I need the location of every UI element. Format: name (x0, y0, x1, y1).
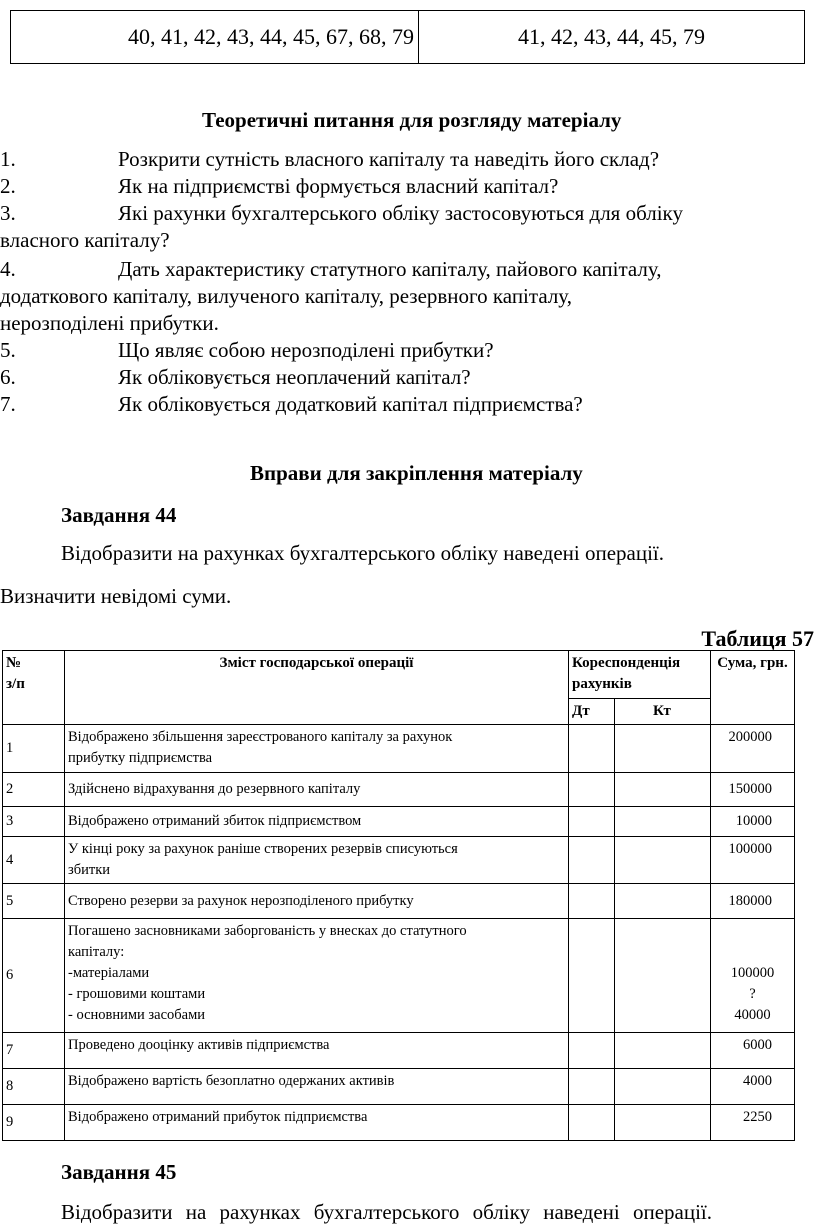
row-sum: 6000 (711, 1033, 795, 1069)
question-text: Дать характеристику статутного капіталу, пайового капіталу, (118, 257, 662, 281)
row-credit (615, 919, 711, 1033)
row-debit (569, 1033, 615, 1069)
row-debit (569, 884, 615, 919)
row-sum: 4000 (711, 1069, 795, 1105)
question-6 (0, 364, 810, 391)
row-number: 1 (3, 725, 65, 773)
question-text: Що являє собою нерозподілені прибутки? (118, 338, 494, 362)
table-row (3, 919, 795, 1033)
task-44-line-2: Визначити невідомі суми. (0, 584, 232, 608)
question-text-cont: власного капіталу? (0, 228, 170, 252)
operations-table (2, 650, 795, 1141)
row-debit (569, 773, 615, 807)
question-text: Які рахунки бухгалтерського обліку застосовуються для обліку (118, 201, 683, 225)
row-credit (615, 725, 711, 773)
exercises-heading: Вправи для закріплення матеріалу (250, 461, 583, 485)
table-header-row (3, 651, 795, 699)
header-number: № з/п (3, 651, 65, 725)
row-content: Відображено отриманий збиток підприємством (65, 807, 569, 837)
row-number: 6 (3, 919, 65, 1033)
task-44-title: Завдання 44 (61, 503, 177, 527)
question-text-cont: нерозподілені прибутки. (0, 311, 219, 335)
question-number: 5. (0, 338, 16, 362)
header-content: Зміст господарської операції (65, 651, 569, 725)
row-content: Відображено вартість безоплатно одержаних активів (65, 1069, 569, 1105)
table-row (3, 773, 795, 807)
question-5 (0, 337, 810, 364)
top-table-row (10, 10, 805, 64)
table-row (3, 1105, 795, 1141)
theory-heading: Теоретичні питання для розгляду матеріалу (202, 108, 622, 132)
row-number: 3 (3, 807, 65, 837)
question-1 (0, 146, 810, 173)
row-content: Відображено отриманий прибуток підприємства (65, 1105, 569, 1141)
question-number: 2. (0, 174, 16, 198)
row-number: 4 (3, 837, 65, 884)
row-number: 8 (3, 1069, 65, 1105)
question-4 (0, 256, 810, 337)
row-content: Погашено засновниками заборгованість у внесках до статутного капіталу: -матеріалами - грошовими коштами - основними засобами (65, 919, 569, 1033)
row-debit (569, 837, 615, 884)
row-sum: 2250 (711, 1105, 795, 1141)
row-debit (569, 1069, 615, 1105)
question-number: 1. (0, 147, 16, 171)
row-sum: 100000 (711, 837, 795, 884)
row-credit (615, 807, 711, 837)
row-content: Здійснено відрахування до резервного капіталу (65, 773, 569, 807)
question-7 (0, 391, 810, 418)
row-credit (615, 1105, 711, 1141)
row-sum: 200000 (711, 725, 795, 773)
row-credit (615, 773, 711, 807)
task-45-line-1: Відобразити на рахунках бухгалтерського обліку наведені операції. (61, 1200, 713, 1224)
task-44-line-1: Відобразити на рахунках бухгалтерського обліку наведені операції. (61, 541, 665, 565)
row-credit (615, 1033, 711, 1069)
row-credit (615, 837, 711, 884)
table-row (3, 1033, 795, 1069)
table-row (3, 1069, 795, 1105)
row-number: 2 (3, 773, 65, 807)
row-debit (569, 1105, 615, 1141)
table-caption: Таблиця 57 (701, 626, 814, 651)
row-number: 5 (3, 884, 65, 919)
row-number: 9 (3, 1105, 65, 1141)
row-content: Створено резерви за рахунок нерозподіленого прибутку (65, 884, 569, 919)
question-text: Як обліковується додатковий капітал підприємства? (118, 392, 583, 416)
row-content: У кінці року за рахунок раніше створених резервів списуються збитки (65, 837, 569, 884)
question-number: 7. (0, 392, 16, 416)
table-row (3, 725, 795, 773)
header-debit: Дт (569, 699, 615, 725)
table-row (3, 837, 795, 884)
question-text-cont: додаткового капіталу, вилученого капіталу, резервного капіталу, (0, 284, 572, 308)
row-sum: 100000 ? 40000 (711, 919, 795, 1033)
row-credit (615, 884, 711, 919)
row-content: Проведено дооцінку активів підприємства (65, 1033, 569, 1069)
row-debit (569, 807, 615, 837)
task-45-title: Завдання 45 (61, 1160, 177, 1184)
row-sum: 150000 (711, 773, 795, 807)
row-sum: 10000 (711, 807, 795, 837)
question-text: Як обліковується неоплачений капітал? (118, 365, 471, 389)
top-cell-right: 41, 42, 43, 44, 45, 79 (518, 24, 705, 49)
top-cell-left: 40, 41, 42, 43, 44, 45, 67, 68, 79 (11, 11, 419, 63)
table-row (3, 807, 795, 837)
header-credit: Кт (615, 699, 711, 725)
question-number: 4. (0, 257, 16, 281)
row-debit (569, 919, 615, 1033)
question-3 (0, 200, 810, 254)
question-number: 6. (0, 365, 16, 389)
row-number: 7 (3, 1033, 65, 1069)
header-correspondence: Кореспонденція рахунків (569, 651, 711, 699)
question-text: Розкрити сутність власного капіталу та наведіть його склад? (118, 147, 660, 171)
header-sum: Сума, грн. (711, 651, 795, 725)
row-credit (615, 1069, 711, 1105)
row-content: Відображено збільшення зареєстрованого капіталу за рахунок прибутку підприємства (65, 725, 569, 773)
question-text: Як на підприємстві формується власний капітал? (118, 174, 559, 198)
table-row (3, 884, 795, 919)
question-number: 3. (0, 201, 16, 225)
row-debit (569, 725, 615, 773)
question-2 (0, 173, 810, 200)
row-sum: 180000 (711, 884, 795, 919)
